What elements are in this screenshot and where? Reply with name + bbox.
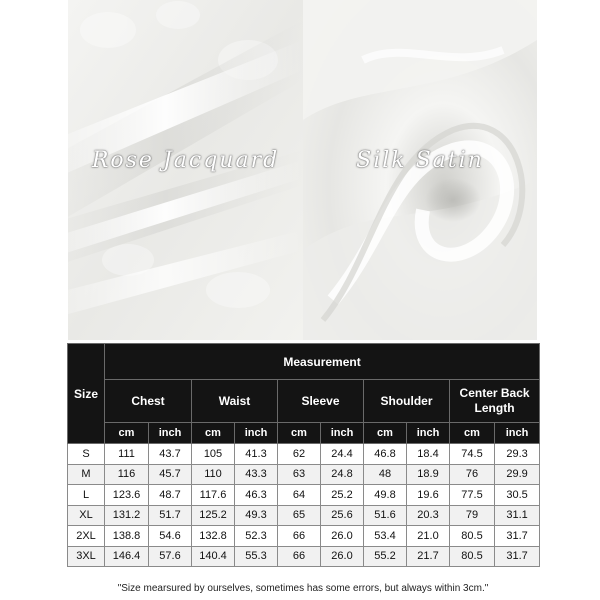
table-cell: 21.0 xyxy=(407,526,450,547)
table-cell: 30.5 xyxy=(495,485,540,506)
table-cell: 26.0 xyxy=(321,526,364,547)
table-cell: 77.5 xyxy=(450,485,495,506)
table-cell: 25.2 xyxy=(321,485,364,506)
unit-header: cm xyxy=(278,423,321,444)
table-cell: 51.6 xyxy=(364,505,407,526)
table-cell: 146.4 xyxy=(105,546,149,567)
shoulder-header: Shoulder xyxy=(364,380,450,423)
size-cell: M xyxy=(68,464,105,485)
table-cell: 24.8 xyxy=(321,464,364,485)
table-cell: 43.3 xyxy=(235,464,278,485)
table-cell: 24.4 xyxy=(321,444,364,465)
table-cell: 54.6 xyxy=(149,526,192,547)
table-cell: 74.5 xyxy=(450,444,495,465)
table-cell: 62 xyxy=(278,444,321,465)
table-cell: 19.6 xyxy=(407,485,450,506)
table-cell: 48 xyxy=(364,464,407,485)
table-cell: 49.8 xyxy=(364,485,407,506)
table-cell: 55.3 xyxy=(235,546,278,567)
table-cell: 140.4 xyxy=(192,546,235,567)
sleeve-header: Sleeve xyxy=(278,380,364,423)
size-cell: XL xyxy=(68,505,105,526)
table-cell: 80.5 xyxy=(450,546,495,567)
fabric-photos xyxy=(68,0,537,340)
table-cell: 138.8 xyxy=(105,526,149,547)
table-cell: 43.7 xyxy=(149,444,192,465)
chest-header: Chest xyxy=(105,380,192,423)
table-cell: 63 xyxy=(278,464,321,485)
center-back-length-header: Center Back Length xyxy=(450,380,540,423)
table-cell: 48.7 xyxy=(149,485,192,506)
table-row xyxy=(68,546,540,567)
table-cell: 26.0 xyxy=(321,546,364,567)
table-cell: 105 xyxy=(192,444,235,465)
table-cell: 132.8 xyxy=(192,526,235,547)
table-cell: 57.6 xyxy=(149,546,192,567)
table-cell: 31.1 xyxy=(495,505,540,526)
table-row xyxy=(68,444,540,465)
unit-header: inch xyxy=(495,423,540,444)
table-cell: 20.3 xyxy=(407,505,450,526)
table-cell: 66 xyxy=(278,526,321,547)
table-cell: 80.5 xyxy=(450,526,495,547)
table-row xyxy=(68,526,540,547)
silk-satin-photo xyxy=(303,0,537,340)
table-cell: 123.6 xyxy=(105,485,149,506)
table-cell: 29.9 xyxy=(495,464,540,485)
table-cell: 18.4 xyxy=(407,444,450,465)
table-cell: 66 xyxy=(278,546,321,567)
table-row xyxy=(68,505,540,526)
table-row xyxy=(68,464,540,485)
unit-header: inch xyxy=(149,423,192,444)
size-cell: 2XL xyxy=(68,526,105,547)
table-cell: 64 xyxy=(278,485,321,506)
table-cell: 45.7 xyxy=(149,464,192,485)
size-cell: S xyxy=(68,444,105,465)
size-chart-table xyxy=(67,343,540,567)
table-cell: 31.7 xyxy=(495,526,540,547)
table-cell: 41.3 xyxy=(235,444,278,465)
table-cell: 116 xyxy=(105,464,149,485)
table-cell: 110 xyxy=(192,464,235,485)
table-cell: 25.6 xyxy=(321,505,364,526)
unit-header: cm xyxy=(450,423,495,444)
table-cell: 65 xyxy=(278,505,321,526)
table-cell: 18.9 xyxy=(407,464,450,485)
table-cell: 111 xyxy=(105,444,149,465)
table-cell: 46.3 xyxy=(235,485,278,506)
table-cell: 117.6 xyxy=(192,485,235,506)
measurement-header: Measurement xyxy=(105,344,540,380)
unit-header: inch xyxy=(235,423,278,444)
size-disclaimer-footnote: "Size mearsured by ourselves, sometimes has some errors, but always within 3cm." xyxy=(117,583,489,594)
table-cell: 79 xyxy=(450,505,495,526)
unit-header: inch xyxy=(407,423,450,444)
table-cell: 31.7 xyxy=(495,546,540,567)
table-cell: 46.8 xyxy=(364,444,407,465)
silk-satin-caption: Silk Satin xyxy=(356,148,484,173)
table-cell: 53.4 xyxy=(364,526,407,547)
size-cell: 3XL xyxy=(68,546,105,567)
unit-header: cm xyxy=(192,423,235,444)
table-cell: 51.7 xyxy=(149,505,192,526)
table-row xyxy=(68,485,540,506)
table-cell: 49.3 xyxy=(235,505,278,526)
table-cell: 76 xyxy=(450,464,495,485)
waist-header: Waist xyxy=(192,380,278,423)
table-cell: 131.2 xyxy=(105,505,149,526)
unit-header: cm xyxy=(364,423,407,444)
unit-header: inch xyxy=(321,423,364,444)
rose-jacquard-photo xyxy=(68,0,303,340)
table-cell: 125.2 xyxy=(192,505,235,526)
rose-jacquard-caption: Rose Jacquard xyxy=(91,148,280,173)
unit-header: cm xyxy=(105,423,149,444)
table-cell: 52.3 xyxy=(235,526,278,547)
size-column-header: Size xyxy=(68,344,105,444)
size-cell: L xyxy=(68,485,105,506)
table-cell: 29.3 xyxy=(495,444,540,465)
table-cell: 21.7 xyxy=(407,546,450,567)
table-cell: 55.2 xyxy=(364,546,407,567)
